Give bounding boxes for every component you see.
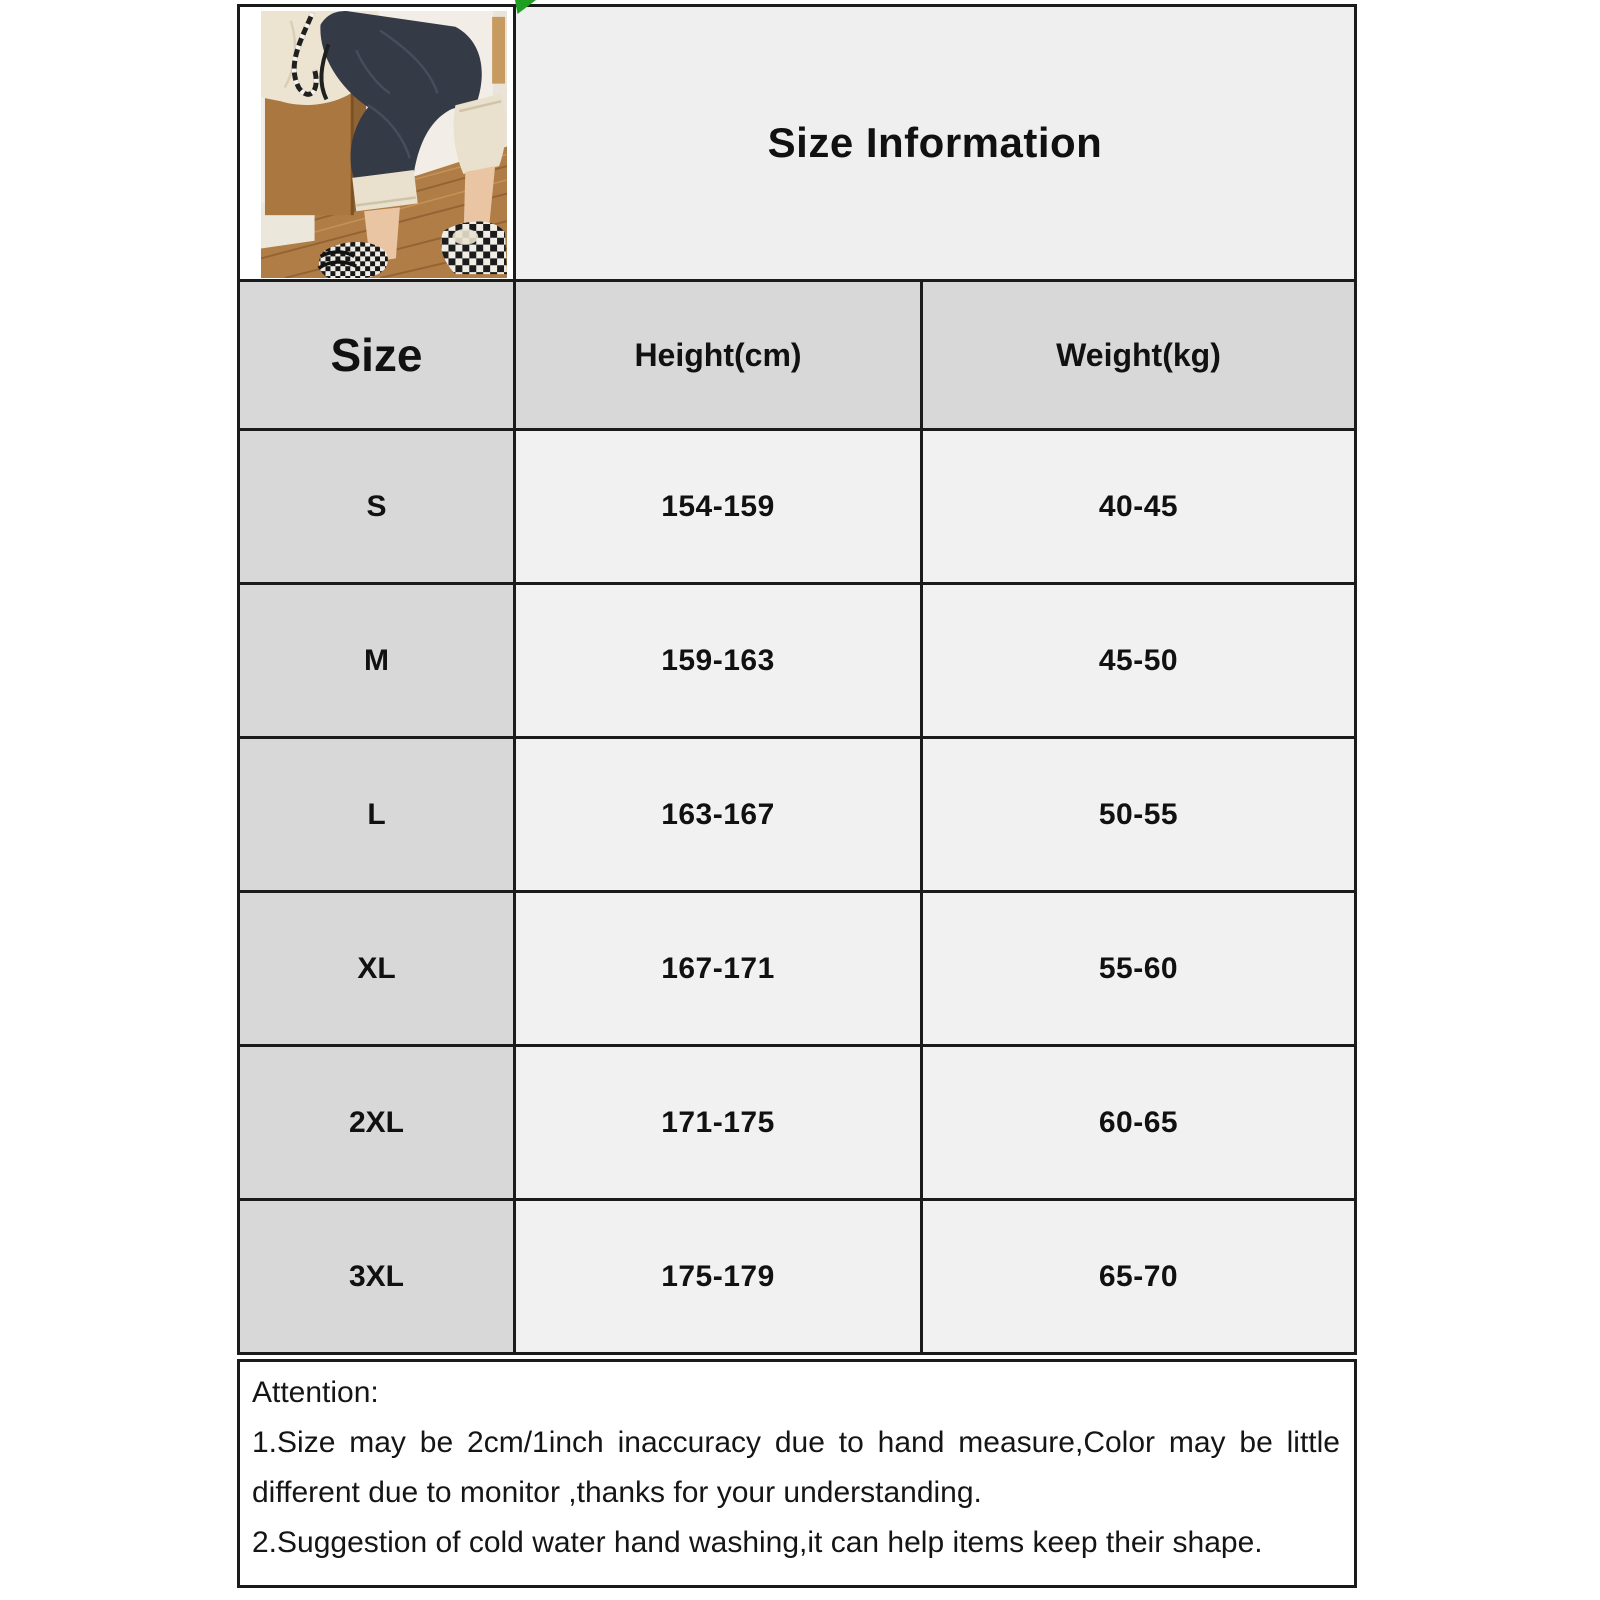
- table-cell-weight: 50-55: [923, 739, 1354, 890]
- table-cell-weight: 45-50: [923, 585, 1354, 736]
- table-row-size-label: M: [240, 585, 513, 736]
- table-cell-height: 171-175: [516, 1047, 920, 1198]
- table-cell-weight: 55-60: [923, 893, 1354, 1044]
- attention-note-2: 2.Suggestion of cold water hand washing,it can help items keep their shape.: [252, 1526, 1263, 1559]
- attention-box: [237, 1359, 1357, 1588]
- table-cell-height: 154-159: [516, 431, 920, 582]
- table-cell-height: 159-163: [516, 585, 920, 736]
- table-cell-weight: 65-70: [923, 1201, 1354, 1352]
- product-photo-illustration: [261, 11, 507, 278]
- column-header-height: Height(cm): [516, 282, 920, 428]
- column-header-size: Size: [240, 282, 513, 428]
- table-row-size-label: L: [240, 739, 513, 890]
- table-row-size-label: 2XL: [240, 1047, 513, 1198]
- table-cell-height: 163-167: [516, 739, 920, 890]
- table-row-size-label: XL: [240, 893, 513, 1044]
- table-cell-weight: 40-45: [923, 431, 1354, 582]
- product-photo: [240, 7, 513, 279]
- table-row-size-label: 3XL: [240, 1201, 513, 1352]
- attention-heading: Attention:: [252, 1376, 379, 1409]
- table-cell-height: 175-179: [516, 1201, 920, 1352]
- size-info-sheet: [237, 4, 1357, 1355]
- table-cell-weight: 60-65: [923, 1047, 1354, 1198]
- table-row-size-label: S: [240, 431, 513, 582]
- page-title: Size Information: [516, 7, 1354, 279]
- table-cell-height: 167-171: [516, 893, 920, 1044]
- attention-note-1: 1.Size may be 2cm/1inch inaccuracy due to hand measure,Color may be little different due to monitor ,thanks for your understanding.: [252, 1426, 1340, 1509]
- column-header-weight: Weight(kg): [923, 282, 1354, 428]
